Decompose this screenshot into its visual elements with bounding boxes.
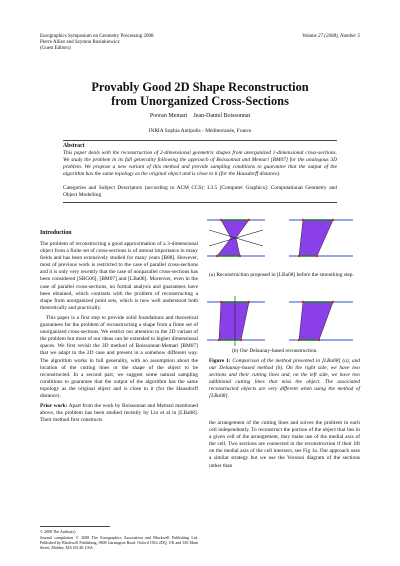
figure-1a-right-object <box>289 219 353 257</box>
editors-note: (Guest Editors) <box>40 46 71 51</box>
prior-work-lead: Prior work: <box>40 403 68 410</box>
figure-1a-left-object <box>207 219 265 257</box>
abstract-top-rule <box>63 140 337 141</box>
footnote-publisher: Journal compilation © 2008 The Eurographics Association and Blackwell Publishing Ltd. Published by Blackwell Publishing, 9600 Garsington Road, Oxford OX4 2DQ, UK and 350 Main Street, Malden, MA 02148, USA. <box>40 535 198 550</box>
abstract-body: This paper deals with the reconstruction of 2-dimensional geometric shapes from unorganized 1-dimensional cross-sections. We study the problem in its full generality following the approach of Boissonnat and Memari [BM07] for the analogous 3D problem. We propose a new variant of this method and provide sampling conditions to guarantee that the output of the algorithm has the same topology as the original object and is close to it (for the Hausdorff distance). <box>63 150 337 177</box>
figure-1b-illustration <box>205 296 360 346</box>
intro-paragraph-1: The problem of reconstructing a good approximation of a 3-dimensional object from a finite set of cross-sections is of utmost importance in many fields and has been extensively studied for many years [B88]. However, most of previous work is restricted to the case of parallel cross-sections and it is only very recently that the case of nonparallel cross-sections has been considered [SBG06], [BM07] and [LBa08]. Moreover, even in the case of parallel cross-sections, no formal analysis and guarantees have been obtained, which contrasts with the problem of reconstructing a shape from unorganized point sets, which is now well understood both theoretically and practically. <box>40 241 198 311</box>
section-heading-introduction: Introduction <box>40 230 72 236</box>
authors: Pooran Memari Jean-Daniel Boissonnat <box>149 113 251 119</box>
editors-line: Pierre Alliez and Szymon Rusinkiewicz <box>40 40 120 45</box>
acm-descriptors: Categories and Subject Descriptors (according to ACM CCS): I.3.5 [Computer Graphics]: Computational Geometry and Object Modelling <box>63 185 337 198</box>
title-line-1: Provably Good 2D Shape Reconstruction <box>91 80 309 94</box>
figure-1-label: Figure 1: <box>209 358 231 364</box>
left-column-text <box>40 241 198 525</box>
right-column-text: the arrangement of the cutting lines and solves the problem in each cell independently. To reconstruct the portion of the object that lies in a given cell of the arrangement, they make use of the medial axis of the cell. Two sections are connected in the reconstruction if their lift on the medial axis of the cell intersect, see Fig 1a. Our approach uses a similar strategy but we use the Voronoi diagram of the sections rather than <box>209 420 360 469</box>
figure-1-caption-text: Comparison of the method presented in [LBa08] (a), and our Delaunay-based method (b). On the right side, we have two sections and their cutting lines and, on the left side, we have two additional cutting lines that miss the object. The associated reconstructed objects are very different when using the method of [LBa08]. <box>209 358 360 399</box>
volume-info: Volume 27 (2008), Number 5 <box>302 34 360 39</box>
intro-paragraph-2: This paper is a first step to provide solid foundations and theoretical guarantees for the problem of reconstructing a shape from a finite set of unorganized cross-sections. We restrict our attention to the 2D variant of the problem but most of our ideas can be extended to higher dimensional spaces. We first revisit the 3D method of Boissonnat-Memari [BM07] that we adapt to the 2D case and present in a somehow different way. The algorithm works in full generality, with no assumption about the location of the cutting lines or the shape of the object to be reconstructed. In a second part, we suggest some natural sampling conditions to guarantee that the output of the algorithm has the same topology as the original object and is close to it (for the Hausdorff distance). <box>40 314 198 399</box>
footnote-copyright: © 2008 The Author(s) <box>40 529 76 534</box>
abstract-heading: Abstract <box>63 143 85 149</box>
figure-1-caption <box>209 358 360 400</box>
figure-1b-left-object <box>207 296 265 346</box>
journal-name: Eurographics Symposium on Geometry Processing 2008 <box>40 34 154 39</box>
figure-1b-caption: (b) Our Delaunay-based reconstruction. <box>232 348 318 354</box>
footnote-rule <box>40 526 110 527</box>
figure-1b-right-object <box>289 301 353 341</box>
affiliation: INRIA Sophia Antipolis - Méditerranée, France <box>148 128 252 134</box>
figure-1a-caption: (a) Reconstruction proposed in [LBa08] before the smoothing step. <box>209 272 354 278</box>
figure-1a-illustration <box>205 216 360 262</box>
prior-work-text: Apart from the work by Boissonnat and Memari mentioned above, the problem has been studied recently by Liu et al in [LBa08]. Their method first constructs <box>40 403 198 424</box>
title-line-2: from Unorganized Cross-Sections <box>111 94 289 108</box>
prior-work-paragraph <box>40 403 198 424</box>
abstract-bottom-rule <box>63 202 337 203</box>
